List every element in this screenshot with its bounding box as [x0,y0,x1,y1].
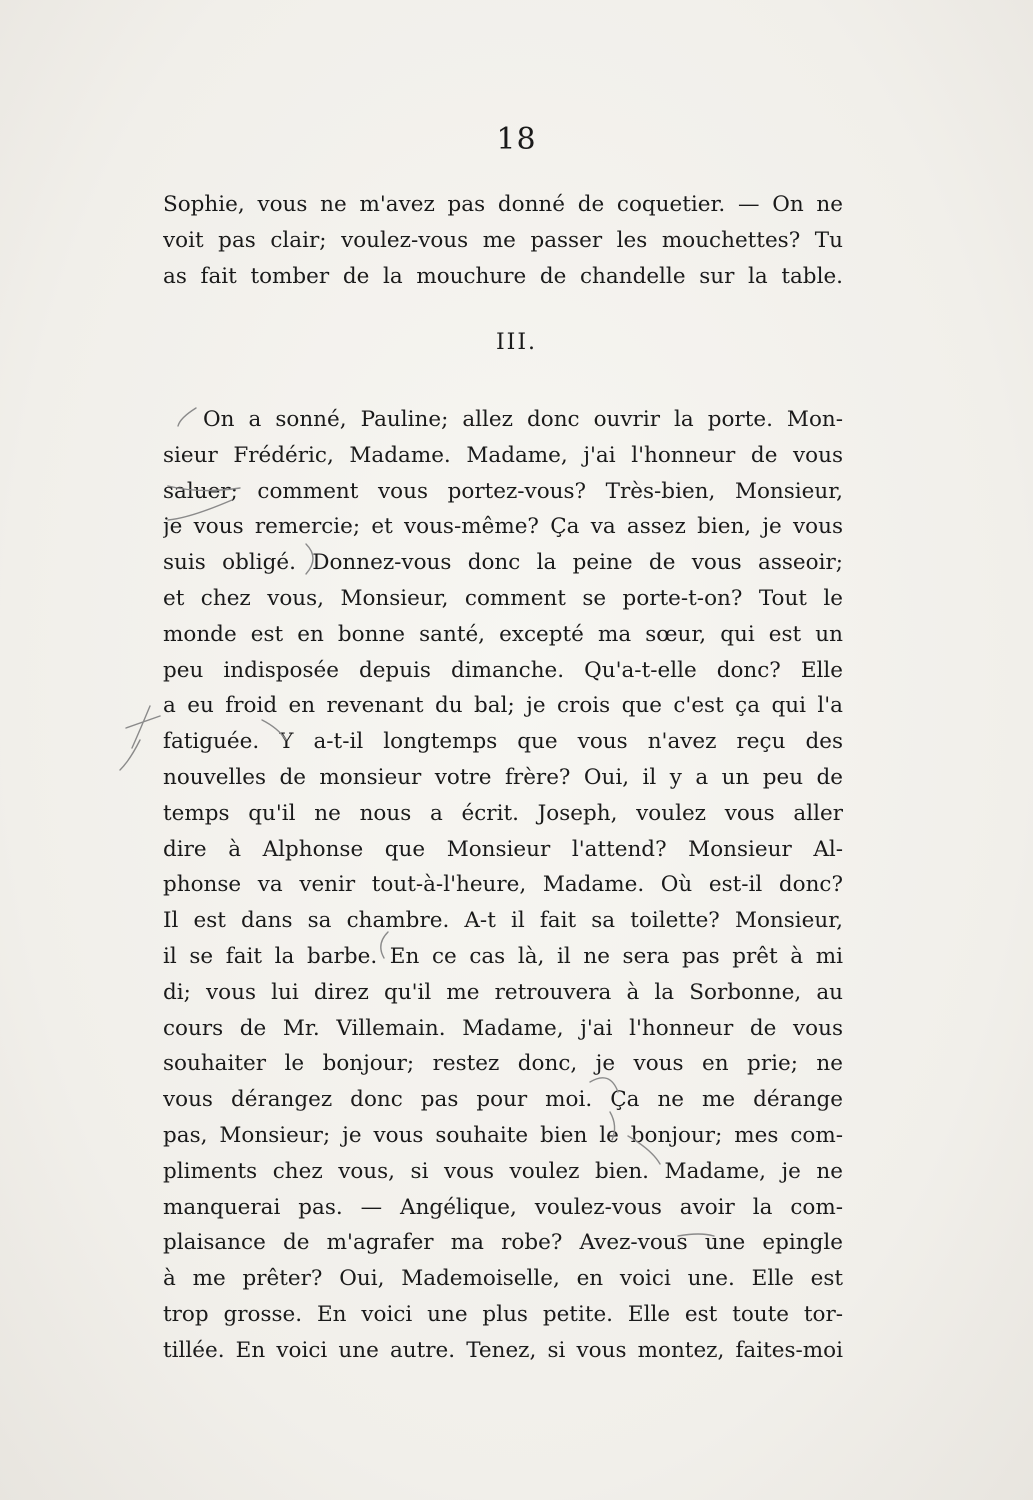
text-line: Il est dans sa chambre. A-t il fait sa toilette? Monsieur, [163,908,843,934]
text-line: pas, Monsieur; je vous souhaite bien le bonjour; mes com- [163,1122,843,1148]
text-line: dire à Alphonse que Monsieur l'attend? Monsieur Al- [163,836,843,862]
text-line: sieur Frédéric, Madame. Madame, j'ai l'honneur de vous [163,442,843,468]
intro-paragraph [163,187,843,294]
pencil-mark [120,706,160,770]
text-line: il se fait la barbe. En ce cas là, il ne sera pas prêt à mi [163,943,843,969]
text-line: fatiguée. Y a-t-il longtemps que vous n'avez reçu des [163,729,843,755]
text-line: je vous remercie; et vous-même? Ça va assez bien, je vous [163,514,843,540]
text-line: cours de Mr. Villemain. Madame, j'ai l'honneur de vous [163,1015,843,1041]
text-line: tillée. En voici une autre. Tenez, si vous montez, faites-moi [163,1337,843,1363]
text-line: peu indisposée depuis dimanche. Qu'a-t-elle donc? Elle [163,657,843,683]
text-line: et chez vous, Monsieur, comment se porte-t-on? Tout le [163,585,843,611]
text-line: plaisance de m'agrafer ma robe? Avez-vous une epingle [163,1230,843,1256]
text-line: di; vous lui direz qu'il me retrouvera à la Sorbonne, au [163,979,843,1005]
text-line: as fait tomber de la mouchure de chandelle sur la table. [163,263,843,289]
text-line: suis obligé. Donnez-vous donc la peine de vous asseoir; [163,550,843,576]
text-line: vous dérangez donc pas pour moi. Ça ne me dérange [163,1087,843,1113]
text-line: pliments chez vous, si vous voulez bien. Madame, je ne [163,1158,843,1184]
text-line: voit pas clair; voulez-vous me passer les mouchettes? Tu [163,227,843,253]
text-line: trop grosse. En voici une plus petite. Elle est toute tor- [163,1301,843,1327]
text-line: nouvelles de monsieur votre frère? Oui, il y a un peu de [163,764,843,790]
text-line: manquerai pas. — Angélique, voulez-vous avoir la com- [163,1194,843,1220]
text-line: a eu froid en revenant du bal; je crois que c'est ça qui l'a [163,693,843,719]
text-line: Sophie, vous ne m'avez pas donné de coquetier. — On ne [163,192,843,217]
section-paragraph [163,402,843,1369]
section-heading: III. [495,330,538,355]
text-line: monde est en bonne santé, excepté ma sœur, qui est un [163,621,843,647]
text-line: On a sonné, Pauline; allez donc ouvrir la porte. Mon- [203,407,843,432]
text-line: à me prêter? Oui, Mademoiselle, en voici une. Elle est [163,1266,843,1292]
page-number: 18 [496,122,537,157]
text-line: saluer; comment vous portez-vous? Très-bien, Monsieur, [163,478,843,504]
text-line: souhaiter le bonjour; restez donc, je vous en prie; ne [163,1051,843,1077]
text-line: phonse va venir tout-à-l'heure, Madame. Où est-il donc? [163,872,843,898]
text-line: temps qu'il ne nous a écrit. Joseph, voulez vous aller [163,800,843,826]
